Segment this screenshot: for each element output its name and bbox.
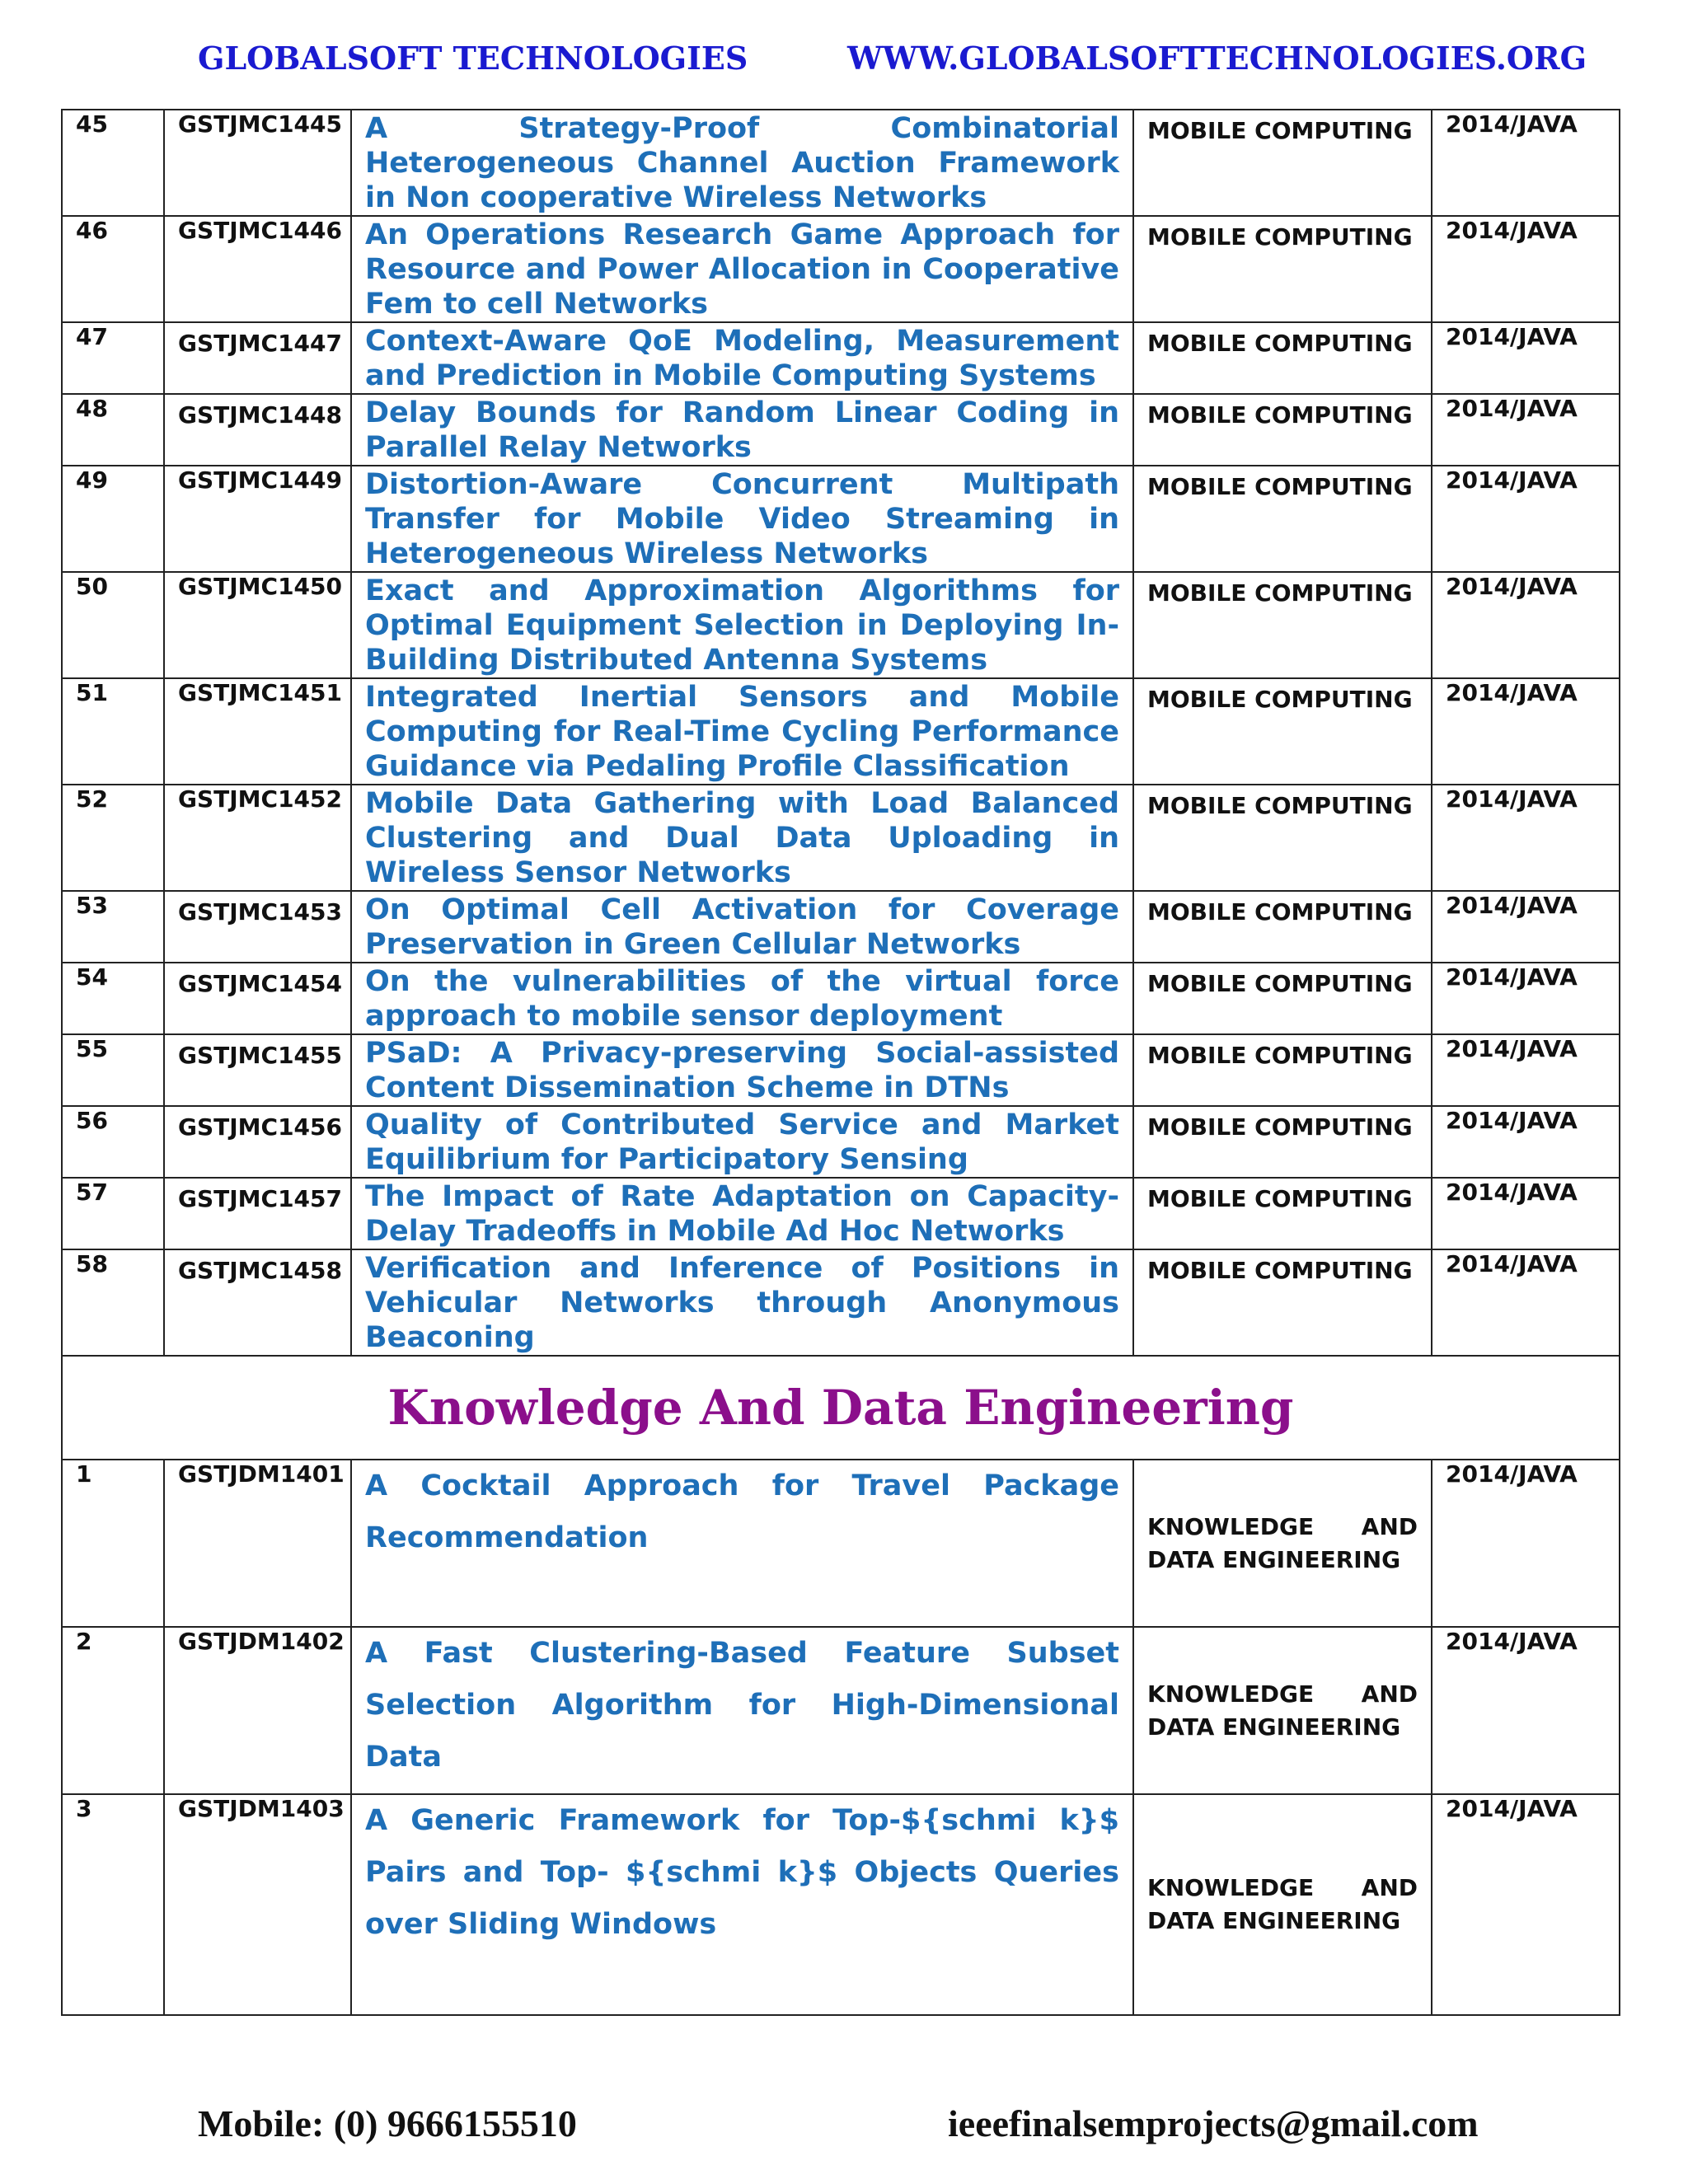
project-code: GSTJMC1449 — [164, 466, 351, 572]
domain-line-2: DATA ENGINEERING — [1147, 1907, 1401, 1934]
mobile-number: Mobile: (0) 9666155510 — [198, 2102, 577, 2144]
project-year: 2014/JAVA — [1432, 1627, 1620, 1794]
project-year: 2014/JAVA — [1432, 322, 1620, 394]
row-number: 48 — [62, 394, 164, 466]
project-title: On the vulnerabilities of the virtual force approach to mobile sensor deployment — [351, 963, 1133, 1034]
project-code: GSTJDM1403 — [164, 1794, 351, 2015]
row-number: 3 — [62, 1794, 164, 2015]
table-row — [62, 394, 1620, 466]
project-title: Mobile Data Gathering with Load Balanced Clustering and Dual Data Uploading in Wireless Sensor Networks — [351, 785, 1133, 891]
project-domain: MOBILE COMPUTING — [1133, 1106, 1432, 1178]
project-code: GSTJMC1445 — [164, 110, 351, 216]
project-code: GSTJMC1454 — [164, 963, 351, 1034]
row-number: 47 — [62, 322, 164, 394]
project-code: GSTJDM1402 — [164, 1627, 351, 1794]
project-year: 2014/JAVA — [1432, 678, 1620, 785]
project-domain: MOBILE COMPUTING — [1133, 394, 1432, 466]
project-title: Delay Bounds for Random Linear Coding in Parallel Relay Networks — [351, 394, 1133, 466]
project-title: A Fast Clustering-Based Feature Subset Selection Algorithm for High-Dimensional Data — [351, 1627, 1133, 1794]
project-code: GSTJMC1451 — [164, 678, 351, 785]
project-year: 2014/JAVA — [1432, 1794, 1620, 2015]
project-code: GSTJDM1401 — [164, 1460, 351, 1627]
project-code: GSTJMC1455 — [164, 1034, 351, 1106]
project-year: 2014/JAVA — [1432, 1106, 1620, 1178]
project-title: A Strategy-Proof Combinatorial Heterogeneous Channel Auction Framework in Non cooperative Wireless Networks — [351, 110, 1133, 216]
project-title: An Operations Research Game Approach for Resource and Power Allocation in Cooperative Fem to cell Networks — [351, 216, 1133, 322]
project-title: PSaD: A Privacy-preserving Social-assisted Content Dissemination Scheme in DTNs — [351, 1034, 1133, 1106]
contact-email[interactable]: ieeefinalsemprojects@gmail.com — [948, 2102, 1479, 2144]
table-row — [62, 785, 1620, 891]
project-year: 2014/JAVA — [1432, 963, 1620, 1034]
project-year: 2014/JAVA — [1432, 1178, 1620, 1249]
table-row — [62, 466, 1620, 572]
project-domain: MOBILE COMPUTING — [1133, 216, 1432, 322]
project-title: Quality of Contributed Service and Market Equilibrium for Participatory Sensing — [351, 1106, 1133, 1178]
project-domain: MOBILE COMPUTING — [1133, 1034, 1432, 1106]
table-row — [62, 1178, 1620, 1249]
table-row — [62, 572, 1620, 678]
project-title: On Optimal Cell Activation for Coverage Preservation in Green Cellular Networks — [351, 891, 1133, 963]
table-row — [62, 216, 1620, 322]
table-row — [62, 678, 1620, 785]
project-title: Context-Aware QoE Modeling, Measurement and Prediction in Mobile Computing Systems — [351, 322, 1133, 394]
project-domain — [1133, 1460, 1432, 1627]
project-year: 2014/JAVA — [1432, 572, 1620, 678]
project-domain: MOBILE COMPUTING — [1133, 466, 1432, 572]
company-name: GLOBALSOFT TECHNOLOGIES — [198, 40, 748, 77]
table-row — [62, 963, 1620, 1034]
project-domain: MOBILE COMPUTING — [1133, 572, 1432, 678]
section-title: Knowledge And Data Engineering — [62, 1356, 1620, 1460]
row-number: 55 — [62, 1034, 164, 1106]
row-number: 56 — [62, 1106, 164, 1178]
row-number: 57 — [62, 1178, 164, 1249]
project-code: GSTJMC1458 — [164, 1249, 351, 1356]
table-row — [62, 891, 1620, 963]
project-domain — [1133, 1794, 1432, 2015]
project-title: Exact and Approximation Algorithms for Optimal Equipment Selection in Deploying In-Building Distributed Antenna Systems — [351, 572, 1133, 678]
row-number: 53 — [62, 891, 164, 963]
project-year: 2014/JAVA — [1432, 1460, 1620, 1627]
project-domain: MOBILE COMPUTING — [1133, 678, 1432, 785]
table-row — [62, 1249, 1620, 1356]
project-domain: MOBILE COMPUTING — [1133, 110, 1432, 216]
project-code: GSTJMC1446 — [164, 216, 351, 322]
domain-line-2: DATA ENGINEERING — [1147, 1713, 1401, 1741]
page-footer — [0, 2102, 1688, 2151]
table-row — [62, 1106, 1620, 1178]
page-header — [0, 40, 1688, 81]
row-number: 54 — [62, 963, 164, 1034]
project-code: GSTJMC1453 — [164, 891, 351, 963]
table-row — [62, 322, 1620, 394]
table-row — [62, 1460, 1620, 1627]
domain-line-1: KNOWLEDGE AND — [1147, 1680, 1418, 1708]
row-number: 52 — [62, 785, 164, 891]
project-year: 2014/JAVA — [1432, 110, 1620, 216]
project-domain: MOBILE COMPUTING — [1133, 963, 1432, 1034]
project-year: 2014/JAVA — [1432, 1249, 1620, 1356]
project-code: GSTJMC1450 — [164, 572, 351, 678]
row-number: 45 — [62, 110, 164, 216]
domain-line-2: DATA ENGINEERING — [1147, 1545, 1401, 1573]
table-row — [62, 1627, 1620, 1794]
project-code: GSTJMC1447 — [164, 322, 351, 394]
project-year: 2014/JAVA — [1432, 891, 1620, 963]
project-domain: MOBILE COMPUTING — [1133, 785, 1432, 891]
project-domain — [1133, 1627, 1432, 1794]
project-code: GSTJMC1457 — [164, 1178, 351, 1249]
row-number: 50 — [62, 572, 164, 678]
project-code: GSTJMC1456 — [164, 1106, 351, 1178]
project-title: Integrated Inertial Sensors and Mobile Computing for Real-Time Cycling Performance Guidance via Pedaling Profile Classification — [351, 678, 1133, 785]
domain-line-1: KNOWLEDGE AND — [1147, 1874, 1418, 1901]
project-year: 2014/JAVA — [1432, 466, 1620, 572]
project-title: A Cocktail Approach for Travel Package Recommendation — [351, 1460, 1133, 1627]
row-number: 49 — [62, 466, 164, 572]
project-title: Verification and Inference of Positions in Vehicular Networks through Anonymous Beaconing — [351, 1249, 1133, 1356]
project-year: 2014/JAVA — [1432, 1034, 1620, 1106]
project-code: GSTJMC1452 — [164, 785, 351, 891]
table-row — [62, 1794, 1620, 2015]
project-year: 2014/JAVA — [1432, 785, 1620, 891]
project-title: The Impact of Rate Adaptation on Capacity-Delay Tradeoffs in Mobile Ad Hoc Networks — [351, 1178, 1133, 1249]
project-title: A Generic Framework for Top-${schmi k}$ Pairs and Top- ${schmi k}$ Objects Queries over Sliding Windows — [351, 1794, 1133, 2015]
project-domain: MOBILE COMPUTING — [1133, 891, 1432, 963]
project-code: GSTJMC1448 — [164, 394, 351, 466]
section-row — [62, 1356, 1620, 1460]
table-row — [62, 110, 1620, 216]
domain-line-1: KNOWLEDGE AND — [1147, 1512, 1418, 1540]
projects-table — [61, 109, 1620, 2016]
row-number: 58 — [62, 1249, 164, 1356]
row-number: 1 — [62, 1460, 164, 1627]
project-year: 2014/JAVA — [1432, 394, 1620, 466]
table-row — [62, 1034, 1620, 1106]
row-number: 46 — [62, 216, 164, 322]
row-number: 51 — [62, 678, 164, 785]
project-domain: MOBILE COMPUTING — [1133, 1249, 1432, 1356]
row-number: 2 — [62, 1627, 164, 1794]
project-domain: MOBILE COMPUTING — [1133, 1178, 1432, 1249]
project-domain: MOBILE COMPUTING — [1133, 322, 1432, 394]
project-year: 2014/JAVA — [1432, 216, 1620, 322]
website-url: WWW.GLOBALSOFTTECHNOLOGIES.ORG — [847, 40, 1587, 77]
project-title: Distortion-Aware Concurrent Multipath Transfer for Mobile Video Streaming in Heterogeneous Wireless Networks — [351, 466, 1133, 572]
